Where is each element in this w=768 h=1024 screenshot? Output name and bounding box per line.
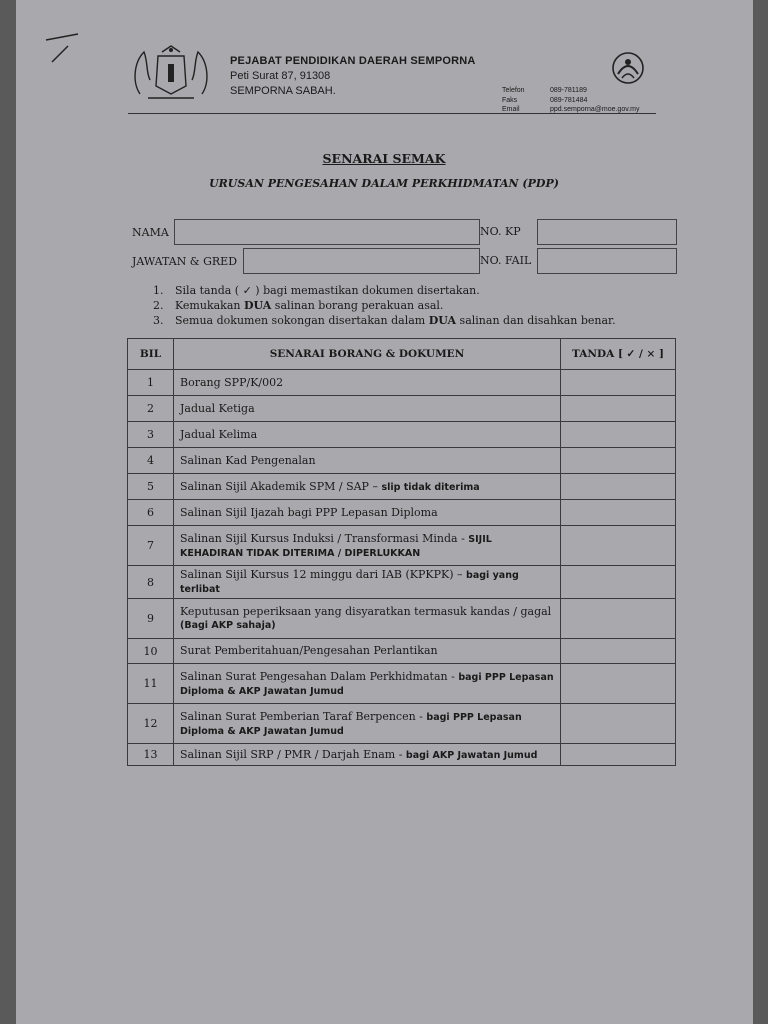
table-row: 2 Jadual Ketiga (128, 396, 676, 422)
contact-label: Telefon (502, 87, 525, 94)
contact-value: 089-781189 (550, 87, 587, 94)
contact-label: Faks (502, 96, 518, 104)
tanda-cell[interactable] (561, 370, 676, 396)
tanda-cell[interactable] (561, 422, 676, 448)
tanda-cell[interactable] (561, 664, 676, 704)
instruction-item: 2. Kemukakan DUA salinan borang perakuan asal. (153, 299, 444, 312)
tanda-cell[interactable] (561, 599, 676, 639)
instruction-item: 3. Semua dokumen sokongan disertakan dalam DUA salinan dan disahkan benar. (153, 314, 616, 327)
address-line-1: Peti Surat 87, 91308 (230, 70, 331, 82)
instruction-item: 1. Sila tanda ( ✓ ) bagi memastikan dokumen disertakan. (153, 284, 480, 297)
tanda-cell[interactable] (561, 704, 676, 744)
table-row: 11 Salinan Surat Pengesahan Dalam Perkhidmatan - bagi PPP Lepasan Diploma & AKP Jawatan Jumud (128, 664, 676, 704)
header-rule (128, 113, 656, 114)
table-row: 7 Salinan Sijil Kursus Induksi / Transformasi Minda - SIJIL KEHADIRAN TIDAK DITERIMA / DIPERLUKKAN (128, 526, 676, 566)
bil-header: BIL (128, 339, 174, 370)
table-row: 13 Salinan Sijil SRP / PMR / Darjah Enam - bagi AKP Jawatan Jumud (128, 744, 676, 766)
office-name: PEJABAT PENDIDIKAN DAERAH SEMPORNA (230, 55, 476, 67)
jata-negara-crest-icon (128, 42, 214, 102)
table-row: 12 Salinan Surat Pemberian Taraf Berpencen - bagi PPP Lepasan Diploma & AKP Jawatan Jumud (128, 704, 676, 744)
nama-field[interactable] (174, 219, 480, 245)
document-title: SENARAI SEMAK (322, 151, 446, 166)
nama-label: NAMA (132, 226, 169, 239)
tanda-cell[interactable] (561, 526, 676, 566)
document-checklist-table (127, 338, 676, 766)
table-header-row (128, 339, 676, 370)
contact-fax (502, 96, 639, 106)
tanda-cell[interactable] (561, 448, 676, 474)
jawatan-gred-label: JAWATAN & GRED (132, 255, 238, 268)
tanda-cell[interactable] (561, 474, 676, 500)
contact-value: ppd.semporna@moe.gov.my (550, 106, 640, 113)
table-row: 9 Keputusan peperiksaan yang disyaratkan termasuk kandas / gagal (Bagi AKP sahaja) (128, 599, 676, 639)
no-kp-field[interactable] (537, 219, 677, 245)
table-row: 4 Salinan Kad Pengenalan (128, 448, 676, 474)
tanda-header: TANDA [ ✓ / × ] (561, 339, 676, 370)
table-row: 5 Salinan Sijil Akademik SPM / SAP – slip tidak diterima (128, 474, 676, 500)
contact-label: Email (502, 106, 520, 113)
table-row: 10 Surat Pemberitahuan/Pengesahan Perlantikan (128, 639, 676, 664)
pen-mark-icon (38, 30, 82, 70)
table-row: 8 Salinan Sijil Kursus 12 minggu dari IAB (KPKPK) – bagi yang terlibat (128, 566, 676, 599)
table-row: 6 Salinan Sijil Ijazah bagi PPP Lepasan Diploma (128, 500, 676, 526)
table-row: 3 Jadual Kelima (128, 422, 676, 448)
no-fail-field[interactable] (537, 248, 677, 274)
tanda-cell[interactable] (561, 744, 676, 766)
instructions-list (153, 283, 616, 328)
contact-value: 089-781484 (550, 96, 588, 104)
doc-header: SENARAI BORANG & DOKUMEN (174, 339, 561, 370)
table-row: 1 Borang SPP/K/002 (128, 370, 676, 396)
no-kp-label: NO. KP (480, 225, 521, 238)
tanda-cell[interactable] (561, 566, 676, 599)
document-subtitle: URUSAN PENGESAHAN DALAM PERKHIDMATAN (PDP) (209, 177, 559, 190)
tanda-cell[interactable] (561, 500, 676, 526)
contact-block (502, 86, 639, 115)
tanda-cell[interactable] (561, 396, 676, 422)
no-fail-label: NO. FAIL (480, 254, 532, 267)
tanda-cell[interactable] (561, 639, 676, 664)
address-line-2: SEMPORNA SABAH. (230, 85, 336, 97)
ppd-logo-icon (604, 48, 652, 88)
jawatan-gred-field[interactable] (243, 248, 480, 274)
